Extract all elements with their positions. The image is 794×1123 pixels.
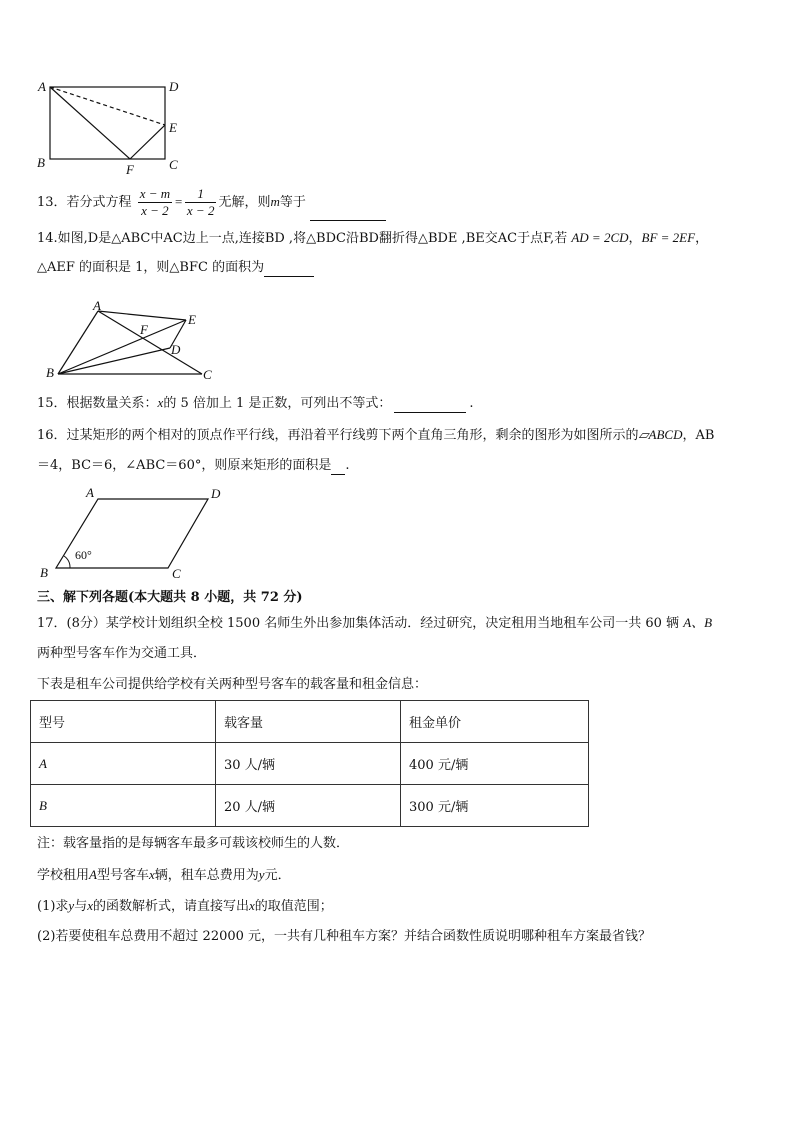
q17-setup-var3: y (258, 867, 265, 882)
q16-shape: ▱ABCD (638, 427, 683, 442)
q16-end: . (345, 458, 350, 473)
table-cell: A (31, 743, 216, 785)
rental-info-table (30, 700, 589, 827)
q17-setup-mid2: 辆，租车总费用为 (154, 868, 259, 883)
answer-blank-13[interactable] (310, 206, 386, 221)
q17-setup-var1: A (89, 867, 97, 882)
q16-text2: ＝4，BC＝6，∠ABC＝60°，则原来矩形的面积是 (37, 458, 332, 473)
q16-text1: 16．过某矩形的两个相对的顶点作平行线，再沿着平行线剪下两个直角三角形，剩余的图形为如图所示的 (37, 428, 639, 443)
q17-setup-var2: x (148, 867, 155, 882)
label-e: E (188, 312, 196, 327)
q14-cond1: AD = 2CD (571, 230, 629, 245)
q17-text1: 17．(8分）某学校计划组织全校 1500 名师生外出参加集体活动．经过研究，决定租用当地租车公司一共 60 辆 (37, 616, 680, 631)
table-cell: 30 人/辆 (216, 743, 401, 785)
q16-text1-end: ，AB (682, 428, 715, 443)
label-d: D (169, 79, 179, 94)
label-e: E (169, 120, 177, 135)
question-17-line2: 两种型号客车作为交通工具． (37, 646, 207, 661)
q17-vars: A、B (683, 615, 713, 630)
section-3-heading: 三、解下列各题(本大题共 8 小题，共 72 分) (37, 590, 303, 605)
q17-setup-a: 学校租用 (37, 868, 90, 883)
table-cell: B (31, 785, 216, 827)
header-cell: 租金单价 (401, 701, 589, 743)
label-c: C (169, 157, 178, 172)
q14-text: 14.如图,D是△ABC中AC边上一点,连接BD ,将△BDC沿BD翻折得△BDE ,BE交AC于点F,若 (37, 231, 568, 246)
label-f: F (140, 322, 148, 337)
q13-suffix: 等于 (279, 195, 306, 210)
figure-rectangle-abcd (30, 76, 200, 176)
angle-label: 60° (75, 548, 92, 562)
label-d: D (171, 342, 181, 357)
q15-suffix: 的 5 倍加上 1 是正数，可列出不等式： (163, 396, 392, 411)
q17-p1-v2: x (87, 898, 93, 913)
fraction-1: $\frac{x - m}{x - 2}$ (139, 186, 171, 218)
equals-sign: = (174, 194, 183, 209)
table-row (31, 743, 589, 785)
q17-p1-v1: y (68, 898, 75, 913)
label-a: A (86, 485, 94, 500)
q15-var: x (157, 395, 164, 410)
answer-blank-14[interactable] (264, 262, 314, 277)
question-17-part2: (2)若要使租车总费用不超过 22000 元，一共有几种租车方案？并结合函数性质说明哪种租车方案最省钱？ (37, 929, 652, 944)
label-a: A (93, 300, 101, 313)
q14-cond2: BF = 2EF (641, 230, 696, 245)
label-f: F (126, 162, 134, 176)
q13-prefix: 13．若分式方程 (37, 195, 132, 210)
label-b: B (46, 365, 54, 380)
answer-blank-16[interactable] (331, 460, 345, 475)
question-17-note: 注：载客量指的是每辆客车最多可载该校师生的人数． (37, 836, 350, 851)
header-cell: 载客量 (216, 701, 401, 743)
q14-comma: ， (695, 231, 709, 246)
q15-prefix: 15．根据数量关系： (37, 396, 158, 411)
label-d: D (211, 486, 221, 501)
question-15 (37, 394, 474, 413)
label-a: A (38, 79, 46, 94)
question-17-intro: 下表是租车公司提供给学校有关两种型号客车的载客量和租金信息： (37, 677, 428, 692)
question-16-line1 (37, 426, 714, 445)
question-17-part1 (37, 897, 333, 916)
figure-triangle-abc (40, 300, 240, 385)
fraction-2: $\frac{1}{x - 2}$ (186, 186, 215, 218)
q13-var: m (270, 194, 280, 209)
question-16-line2 (37, 457, 350, 475)
label-b: B (37, 155, 45, 170)
q17-p1-v3: x (249, 898, 255, 913)
q17-setup-mid: 型号客车 (96, 868, 149, 883)
header-cell: 型号 (31, 701, 216, 743)
answer-blank-15[interactable] (394, 398, 466, 413)
label-c: C (203, 367, 212, 382)
table-cell: 20 人/辆 (216, 785, 401, 827)
question-13 (37, 184, 386, 221)
q13-middle: 无解，则 (218, 195, 271, 210)
q17-setup-end: 元． (264, 868, 291, 883)
q17-p1-a: (1)求 (37, 899, 69, 914)
figure-parallelogram-abcd (30, 485, 230, 585)
question-17-setup (37, 866, 291, 885)
q14-sep: ， (628, 231, 642, 246)
label-b: B (40, 565, 48, 580)
q17-p1-b: 与 (74, 899, 88, 914)
q17-p1-c: 的函数解析式，请直接写出 (93, 899, 250, 914)
q15-end: . (469, 396, 474, 411)
question-14-line2 (37, 259, 314, 277)
question-14-line1 (37, 229, 708, 248)
table-cell: 400 元/辆 (401, 743, 589, 785)
table-row (31, 785, 589, 827)
question-17-line1 (37, 614, 712, 633)
table-header-row (31, 701, 589, 743)
label-c: C (172, 566, 181, 581)
table-cell: 300 元/辆 (401, 785, 589, 827)
q17-p1-d: 的取值范围； (254, 899, 333, 914)
q14-text2: △AEF 的面积是 1，则△BFC 的面积为 (37, 260, 265, 275)
